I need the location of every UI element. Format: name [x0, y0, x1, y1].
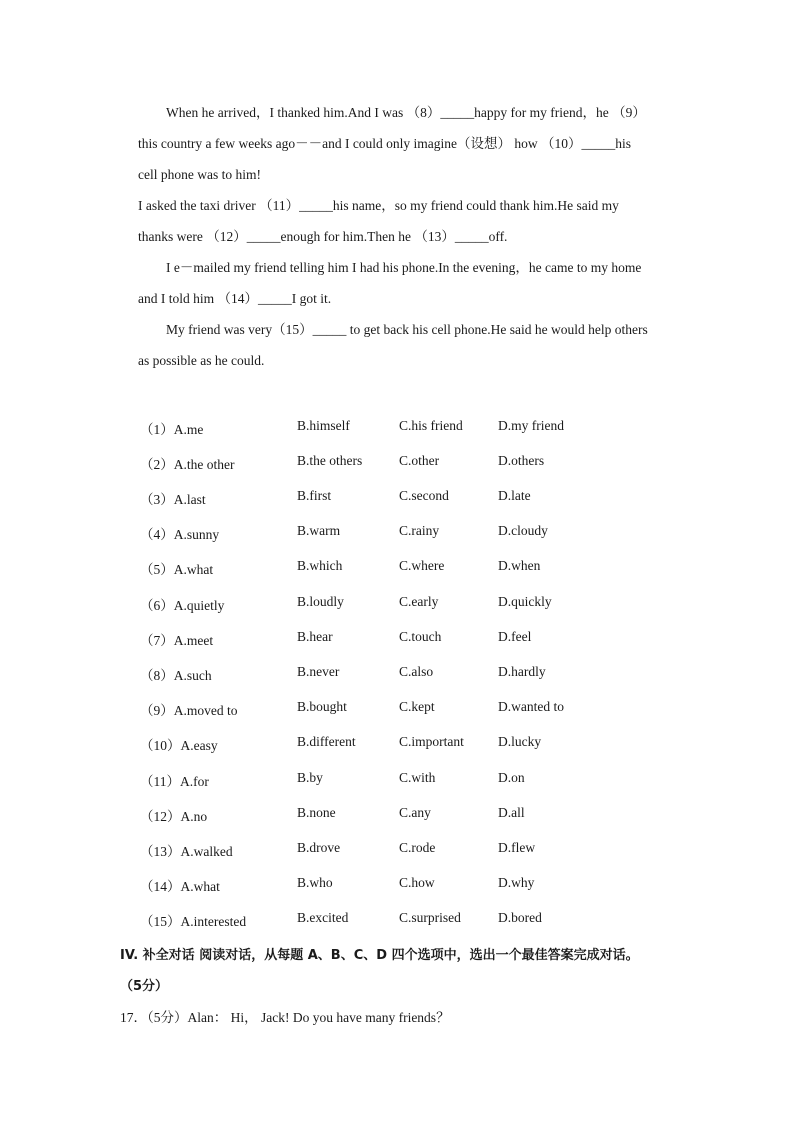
option-b: B.warm	[297, 523, 341, 538]
option-c: C.also	[399, 664, 434, 679]
option-d: D.all	[498, 805, 525, 820]
option-c: C.rainy	[399, 523, 440, 538]
passage-line: and I told him （14）_____I got it.	[138, 291, 332, 306]
option-a: （2）A.the other	[140, 457, 235, 472]
option-a: （6）A.quietly	[140, 598, 225, 613]
option-b: B.who	[297, 875, 333, 890]
option-c: C.his friend	[399, 418, 463, 433]
option-a: （11）A.for	[140, 774, 209, 789]
option-a: （8）A.such	[140, 668, 212, 683]
passage-paragraph-1	[138, 97, 675, 190]
section-points: （5分）	[120, 979, 169, 994]
option-a: （15）A.interested	[140, 914, 247, 929]
option-b: B.bought	[297, 699, 347, 714]
option-c: C.early	[399, 594, 439, 609]
question-17: 17．（5分）Alan： Hi， Jack! Do you have many friends？	[120, 1010, 450, 1025]
option-d: D.others	[498, 453, 545, 468]
passage-line: I e－mailed my friend telling him I had his phone.In the evening，he came to my home	[166, 260, 642, 275]
option-c: C.any	[399, 805, 431, 820]
option-d: D.hardly	[498, 664, 546, 679]
option-d: D.bored	[498, 910, 542, 925]
option-a: （5）A.what	[140, 562, 214, 577]
passage-paragraph-2	[138, 190, 675, 252]
option-a: （9）A.moved to	[140, 703, 238, 718]
option-c: C.rode	[399, 840, 436, 855]
option-d: D.cloudy	[498, 523, 548, 538]
option-b: B.different	[297, 734, 356, 749]
option-a: （3）A.last	[140, 492, 206, 507]
option-b: B.loudly	[297, 594, 344, 609]
passage-line: as possible as he could.	[138, 353, 265, 368]
option-b: B.by	[297, 770, 323, 785]
option-a: （13）A.walked	[140, 844, 233, 859]
option-d: D.why	[498, 875, 535, 890]
option-d: D.when	[498, 558, 541, 573]
option-d: D.flew	[498, 840, 536, 855]
option-b: B.drove	[297, 840, 341, 855]
option-c: C.touch	[399, 629, 442, 644]
passage-line: this country a few weeks ago－－and I could only imagine（设想） how （10）_____his	[138, 136, 632, 151]
option-a: （1）A.me	[140, 422, 204, 437]
option-b: B.the others	[297, 453, 363, 468]
option-b: B.hear	[297, 629, 333, 644]
option-c: C.surprised	[399, 910, 461, 925]
option-b: B.never	[297, 664, 340, 679]
option-b: B.which	[297, 558, 343, 573]
option-c: C.where	[399, 558, 445, 573]
passage-line: thanks were （12）_____enough for him.Then he （13）_____off.	[138, 229, 508, 244]
option-d: D.late	[498, 488, 531, 503]
option-d: D.on	[498, 770, 525, 785]
option-b: B.none	[297, 805, 336, 820]
option-b: B.himself	[297, 418, 350, 433]
option-c: C.with	[399, 770, 436, 785]
option-a: （10）A.easy	[140, 738, 218, 753]
option-c: C.how	[399, 875, 435, 890]
passage-paragraph-4	[138, 314, 675, 376]
option-d: D.feel	[498, 629, 532, 644]
option-d: D.lucky	[498, 734, 542, 749]
passage-line: cell phone was to him!	[138, 167, 261, 182]
section-title: IV. 补全对话 阅读对话，从每题 A、B、C、D 四个选项中，选出一个最佳答案完成对话。	[120, 948, 639, 963]
option-d: D.wanted to	[498, 699, 564, 714]
option-c: C.other	[399, 453, 440, 468]
option-a: （7）A.meet	[140, 633, 214, 648]
option-b: B.first	[297, 488, 332, 503]
option-d: D.my friend	[498, 418, 564, 433]
option-b: B.excited	[297, 910, 349, 925]
passage-line: I asked the taxi driver （11）_____his name，so my friend could thank him.He said my	[138, 198, 619, 213]
passage-line: My friend was very（15）_____ to get back his cell phone.He said he would help others	[166, 322, 648, 337]
option-a: （4）A.sunny	[140, 527, 220, 542]
option-c: C.second	[399, 488, 449, 503]
option-a: （12）A.no	[140, 809, 208, 824]
passage-line: When he arrived，I thanked him.And I was （8）_____happy for my friend，he （9）	[166, 105, 646, 120]
option-c: C.important	[399, 734, 464, 749]
option-a: （14）A.what	[140, 879, 220, 894]
passage-paragraph-3	[138, 252, 675, 314]
option-d: D.quickly	[498, 594, 552, 609]
option-c: C.kept	[399, 699, 435, 714]
